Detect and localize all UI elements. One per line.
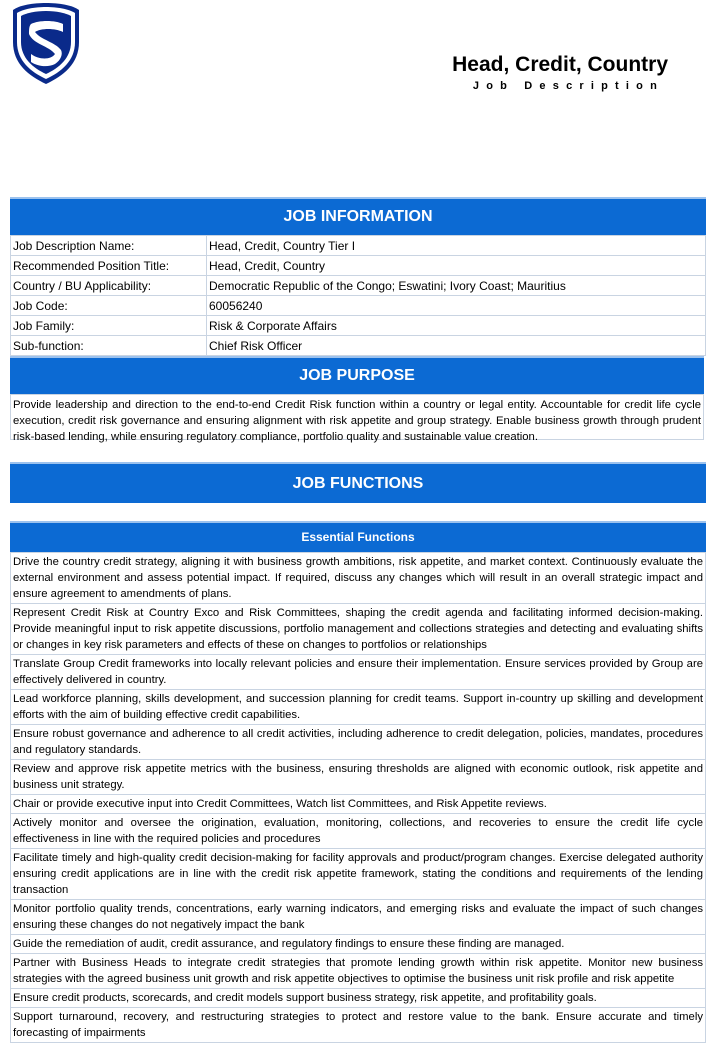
table-row [11,236,706,256]
job-purpose-heading-text: JOB PURPOSE [299,367,415,384]
list-item: Support turnaround, recovery, and restructuring strategies to protect and restore value to the bank. Ensure accurate and timely forecasting of impairments [10,1008,706,1043]
job-information-heading-text: JOB INFORMATION [283,208,433,225]
essential-functions-heading [10,521,706,552]
list-item: Represent Credit Risk at Country Exco and Risk Committees, shaping the credit agenda and facilitating informed decision-making. Provide meaningful input to risk appetite discussions, portfolio management and collections strategies and detecting and evaluating shifts or changes in key risk parameters and effects of these on changes to portfolios or relationships [10,604,706,655]
info-value: 60056240 [207,296,706,316]
list-item: Guide the remediation of audit, credit assurance, and regulatory findings to ensure these finding are managed. [10,935,706,954]
job-purpose-text: Provide leadership and direction to the end-to-end Credit Risk function within a country or legal entity. Accountable for credit life cycle execution, credit risk governance and ensuring alignment with risk appetite and group strategy. Enable business growth through prudent risk-based lending, while ensuring regulatory compliance, portfolio quality and sustainable value creation. [10,394,704,440]
document-subtitle: Job Description [472,80,664,92]
info-label: Job Description Name: [11,236,207,256]
list-item: Review and approve risk appetite metrics with the business, ensuring thresholds are aligned with economic outlook, risk appetite and business unit strategy. [10,760,706,795]
job-functions-heading [10,462,706,503]
table-row [11,316,706,336]
list-item: Actively monitor and oversee the origination, evaluation, monitoring, collections, and recoveries to ensure the credit life cycle effectiveness in line with the required policies and procedures [10,814,706,849]
info-label: Job Family: [11,316,207,336]
list-item: Facilitate timely and high-quality credit decision-making for facility approvals and product/program changes. Exercise delegated authority ensuring credit applications are in line with the credit risk appetite framework, stating the conditions and requirements of the lending transaction [10,849,706,900]
info-label: Recommended Position Title: [11,256,207,276]
job-functions-heading-text: JOB FUNCTIONS [292,475,424,492]
essential-functions-heading-text: Essential Functions [301,530,415,544]
table-row [11,256,706,276]
info-value: Head, Credit, Country Tier I [207,236,706,256]
essential-functions-list [10,552,706,1043]
list-item: Ensure robust governance and adherence to all credit activities, including adherence to credit delegation, policies, mandates, procedures and regulatory standards. [10,725,706,760]
job-information-table [10,235,706,356]
list-item: Lead workforce planning, skills development, and succession planning for credit teams. Support in-country up skilling and development efforts with the aim of building effective credit capabilities. [10,690,706,725]
table-row [11,336,706,356]
table-row [11,296,706,316]
list-item: Translate Group Credit frameworks into locally relevant policies and ensure their implementation. Ensure services provided by Group are effectively delivered in country. [10,655,706,690]
document-title: Head, Credit, Country [452,53,668,76]
info-label: Job Code: [11,296,207,316]
info-value: Risk & Corporate Affairs [207,316,706,336]
info-value: Head, Credit, Country [207,256,706,276]
list-item: Monitor portfolio quality trends, concentrations, early warning indicators, and emerging risks and evaluate the impact of such changes ensuring these changes do not negatively impact the bank [10,900,706,935]
list-item: Drive the country credit strategy, aligning it with business growth ambitions, risk appetite, and market context. Continuously evaluate the external environment and assess potential impact. If required, discuss any changes which will result in an overall strategic impact and ensure agreement to amendments of plans. [10,552,706,604]
info-value: Chief Risk Officer [207,336,706,356]
job-purpose-heading [10,356,704,394]
info-value: Democratic Republic of the Congo; Eswatini; Ivory Coast; Mauritius [207,276,706,296]
list-item: Partner with Business Heads to integrate credit strategies that promote lending growth within risk appetite. Monitor new business strategies with the agreed business unit growth and risk appetite objectives to optimise the business unit risk profile and risk appetite [10,954,706,989]
info-label: Sub-function: [11,336,207,356]
job-information-heading [10,197,706,235]
table-row [11,276,706,296]
list-item: Chair or provide executive input into Credit Committees, Watch list Committees, and Risk Appetite reviews. [10,795,706,814]
shield-logo-icon [11,2,81,85]
info-label: Country / BU Applicability: [11,276,207,296]
list-item: Ensure credit products, scorecards, and credit models support business strategy, risk appetite, and profitability goals. [10,989,706,1008]
